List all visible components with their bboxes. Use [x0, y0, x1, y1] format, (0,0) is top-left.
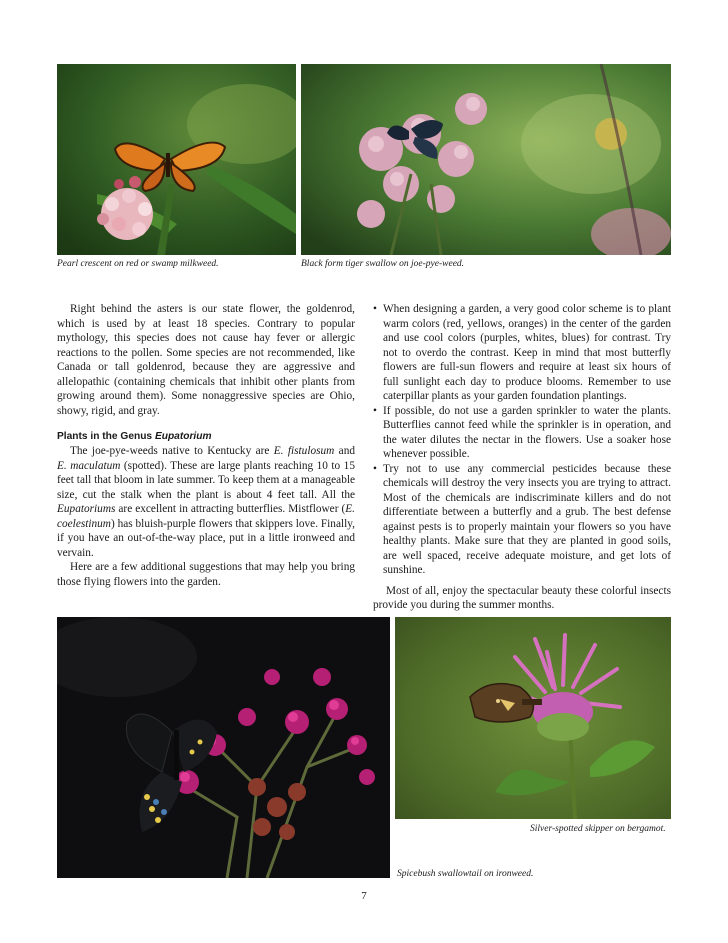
tip-color-scheme: • When designing a garden, a very good color scheme is to plant warm colors (red, yellows, oranges) in the center of the garden and use cool colors (purples, whites, blues) for contrast. Try not to overdo the contrast. Keep in mind that most butterfly flowers are full-sun flowers and require at least six hours of full sunlight each day to produce blooms. Remember to use caterpillar plants as your garden foundation plantings.: [373, 302, 671, 404]
page-number: 7: [361, 890, 367, 902]
photo-silver-spotted-skipper: [395, 617, 671, 819]
photo-tiger-swallowtail: [301, 64, 671, 255]
joe-pye-paragraph: [57, 444, 355, 560]
photo-spicebush-swallowtail: [57, 617, 390, 878]
text-run: and: [334, 445, 355, 457]
species-name: E. coelestinum: [57, 503, 355, 530]
right-text-column: [373, 302, 671, 613]
text-run: ) has bluish-purple flowers that skippers love. Finally, if you have an out-of-the-way place, put in a little ironweed and vervain.: [57, 517, 355, 559]
spicebush-swallowtail-image: [57, 617, 390, 878]
caption-silver-spotted-skipper: Silver-spotted skipper on bergamot.: [530, 824, 666, 834]
silver-spotted-skipper-image: [395, 617, 671, 819]
heading-prefix: Plants in the Genus: [57, 431, 155, 442]
eupatorium-heading: [57, 430, 355, 444]
text-run: (spotted). These are large plants reaching 10 to 15 feet tall that bloom in late summer. To keep them at a manageable size, cut the stalk when the plant is about 4 feet tall. All the: [57, 459, 355, 501]
photo-pearl-crescent: [57, 64, 296, 255]
tip-sprinkler: • If possible, do not use a garden sprinkler to water the plants. Butterflies cannot feed while the sprinkler is in operation, and the water dilutes the nectar in the flowers. Use a soaker hose whenever possible.: [373, 404, 671, 462]
caption-tiger-swallowtail: Black form tiger swallow on joe-pye-weed.: [301, 259, 465, 269]
pearl-crescent-image: [57, 64, 296, 255]
left-text-column: [57, 302, 355, 589]
closing-paragraph: Most of all, enjoy the spectacular beauty these colorful insects provide you during the summer months.: [373, 584, 671, 611]
goldenrod-paragraph: Right behind the asters is our state flower, the goldenrod, which is used by at least 18 species. Contrary to popular mythology, this species does not cause hay fever or allergic reactions to the pollen. Some species are not recommended, like Canada or tall goldenrod, because they are aggressive and allelopathic (containing chemicals that inhibit other plants from growing around them). Some nonaggressive species are Ohio, showy, rigid, and gray.: [57, 303, 355, 417]
suggestions-paragraph: Here are a few additional suggestions that may help you bring those flying flowers into the garden.: [57, 561, 355, 588]
caption-spicebush-swallowtail: Spicebush swallowtail on ironweed.: [397, 869, 534, 879]
tiger-swallowtail-image: [301, 64, 671, 255]
caption-pearl-crescent: Pearl crescent on red or swamp milkweed.: [57, 259, 219, 269]
text-run: are excellent in attracting butterflies. Mistflower (: [115, 503, 346, 515]
genus-name: Eupatoriums: [57, 503, 116, 515]
tips-list: [373, 302, 671, 578]
heading-genus: Eupatorium: [154, 431, 212, 442]
species-name: E. maculatum: [57, 459, 121, 472]
tip-pesticides: • Try not to use any commercial pesticides because these chemicals will destroy the very insects you are trying to attract. Most of the chemicals are indiscriminate killers and do not differentiate between a butterfly and a grub. The best defense against pests is to properly maintain your flowers so you have healthy plants. Make sure that they are planted in good soils, are well spaced, receive adequate moisture, and get lots of sunshine.: [373, 462, 671, 578]
species-name: E. fistulosum: [273, 445, 335, 457]
text-run: The joe-pye-weeds native to Kentucky are: [70, 445, 274, 457]
